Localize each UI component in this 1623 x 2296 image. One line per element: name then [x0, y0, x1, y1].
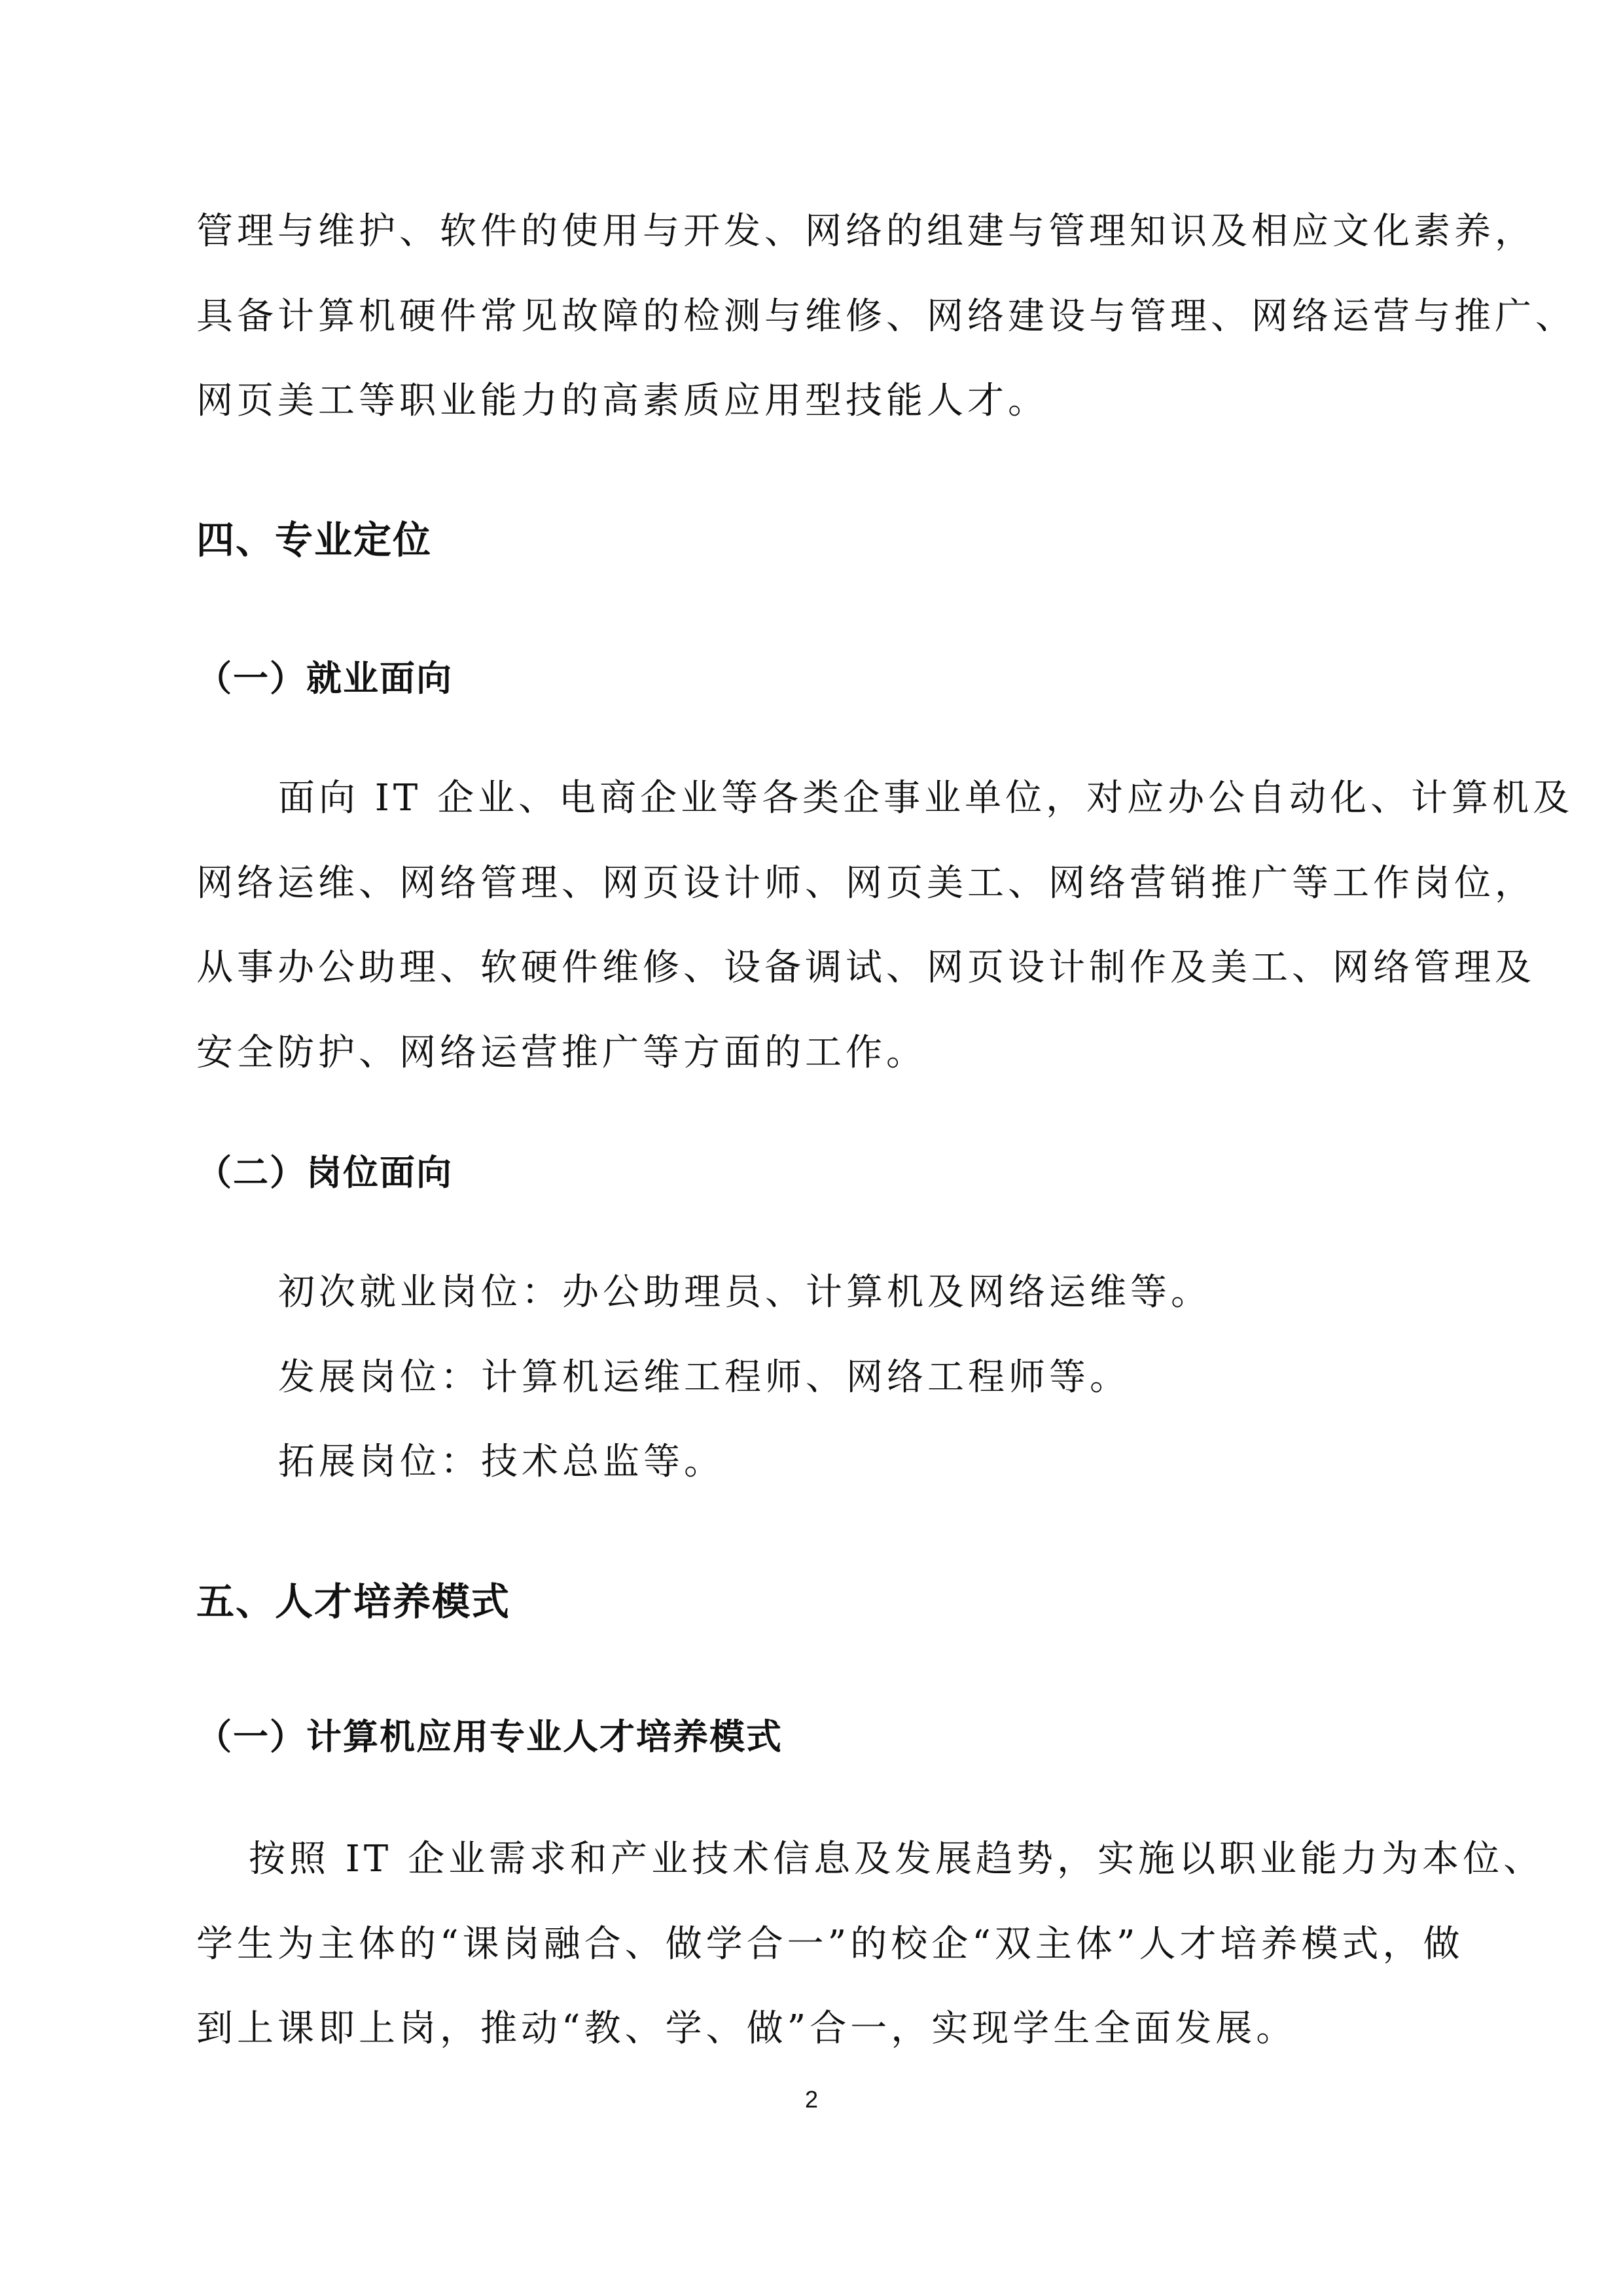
- paragraph-line: 网页美工等职业能力的高素质应用型技能人才。: [196, 380, 1048, 422]
- paragraph-line: 按照 IT 企业需求和产业技术信息及发展趋势，实施以职业能力为本位、: [249, 1838, 1544, 1880]
- paragraph-line: 网络运维、网络管理、网页设计师、网页美工、网络营销推广等工作岗位，: [196, 862, 1535, 905]
- subsection-heading: （一）计算机应用专业人才培养模式: [196, 1716, 783, 1757]
- paragraph-line: 拓展岗位：技术总监等。: [278, 1441, 724, 1483]
- paragraph-line: 从事办公助理、软硬件维修、设备调试、网页设计制作及美工、网络管理及: [196, 946, 1535, 989]
- paragraph-line: 具备计算机硬件常见故障的检测与维修、网络建设与管理、网络运营与推广、: [196, 295, 1576, 338]
- section-heading: 四、专业定位: [196, 518, 433, 562]
- paragraph-line: 发展岗位：计算机运维工程师、网络工程师等。: [278, 1356, 1130, 1399]
- paragraph-line: 到上课即上岗，推动“教、学、做”合一，实现学生全面发展。: [196, 2007, 1297, 2050]
- subsection-heading: （二）岗位面向: [196, 1152, 453, 1193]
- subsection-heading: （一）就业面向: [196, 658, 453, 699]
- paragraph-line: 初次就业岗位：办公助理员、计算机及网络运维等。: [278, 1271, 1211, 1314]
- paragraph-line: 面向 IT 企业、电商企业等各类企事业单位，对应办公自动化、计算机及: [278, 777, 1574, 819]
- page-number: 2: [804, 2086, 819, 2113]
- section-heading: 五、人才培养模式: [196, 1579, 511, 1624]
- paragraph-line: 学生为主体的“课岗融合、做学合一”的校企“双主体”人才培养模式，做: [196, 1923, 1464, 1965]
- paragraph-line: 管理与维护、软件的使用与开发、网络的组建与管理知识及相应文化素养，: [196, 210, 1535, 253]
- paragraph-line: 安全防护、网络运营推广等方面的工作。: [196, 1031, 927, 1074]
